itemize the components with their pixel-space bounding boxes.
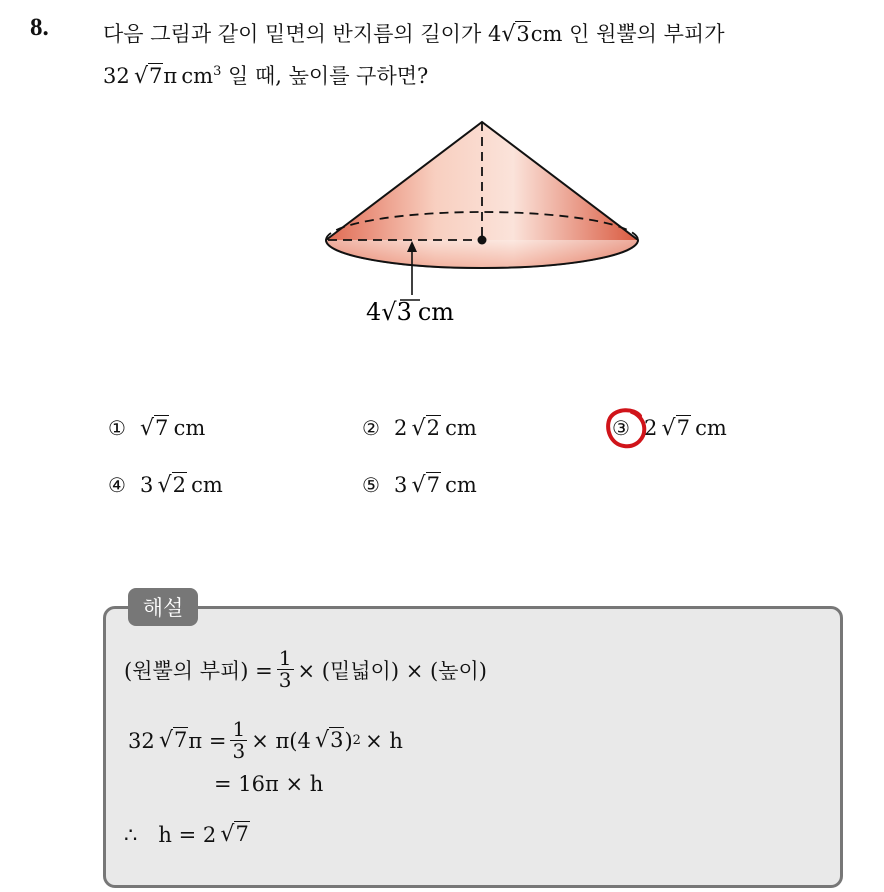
choice-4[interactable]: ④ 3 √2 cm — [108, 473, 223, 498]
base-center-point — [478, 236, 487, 245]
choice-2[interactable]: ② 2 √2 cm — [362, 416, 477, 441]
solution-tag: 해설 — [128, 588, 198, 626]
solution-line-3: = 16π × h — [214, 772, 324, 796]
volume-sqrt: √7 — [133, 64, 163, 89]
question-line-1: 다음 그림과 같이 밑면의 반지름의 길이가 4√3cm 인 원뿔의 부피가 — [103, 22, 725, 47]
solution-line-4: ∴ h = 2 √7 — [124, 822, 249, 847]
solution-line-2: 32 √7 π = $\frac{1}{3}$ × π(4 √3 ) 2 × h — [128, 717, 403, 763]
solution-line-1: (원뿔의 부피) = $\frac{1}{3}$ × (밑넓이) × (높이) — [124, 646, 487, 692]
question-line-2: 32 √7π $cm^3$ 일 때, 높이를 구하면? — [103, 64, 429, 89]
cone-figure — [300, 110, 650, 330]
fraction-one-third-2: $\frac{1}{3}$ — [232, 717, 246, 763]
choice-3[interactable]: ③ 2 √7 cm — [612, 416, 727, 441]
fraction-one-third: $\frac{1}{3}$ — [278, 646, 292, 692]
choice-1[interactable]: ① √7 cm — [108, 416, 206, 441]
question-number: 8. — [30, 14, 49, 41]
choice-5[interactable]: ⑤ 3 √7 cm — [362, 473, 477, 498]
radius-sqrt: √3 — [501, 22, 530, 47]
radius-label: 4√3 cm — [366, 298, 455, 326]
